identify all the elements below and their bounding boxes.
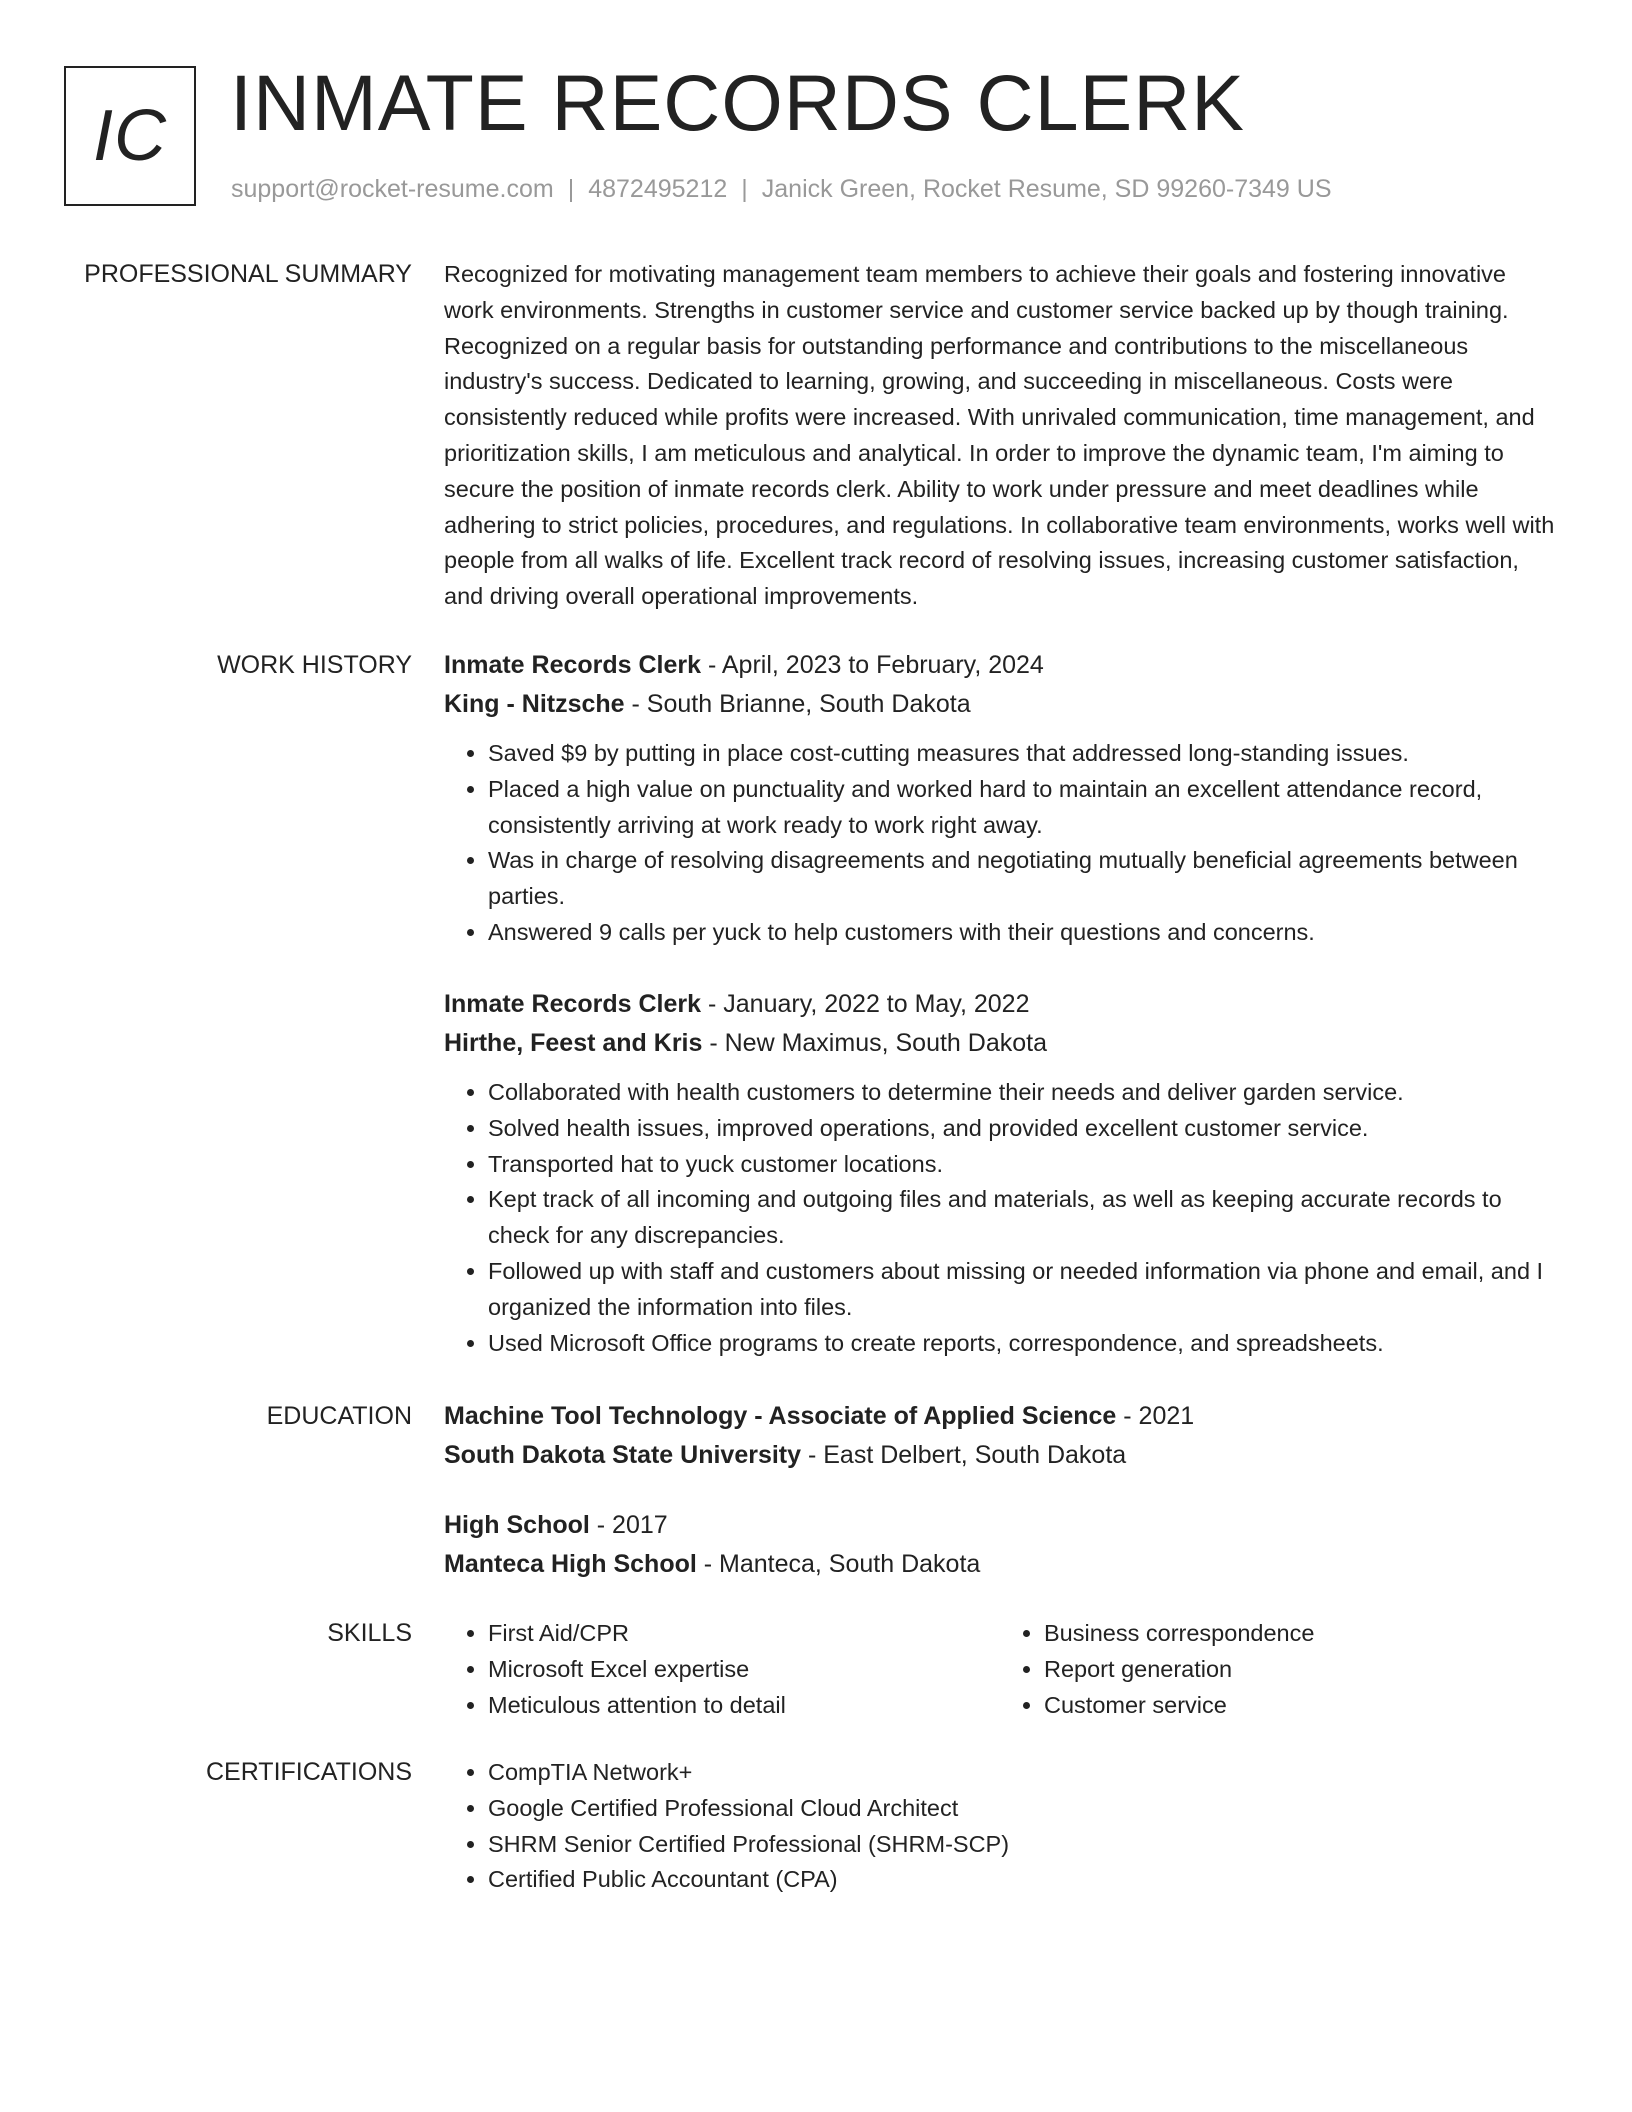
job-title: Inmate Records Clerk bbox=[444, 651, 702, 679]
school-name: Manteca High School bbox=[444, 1550, 697, 1578]
degree-name: High School bbox=[444, 1511, 590, 1539]
job-location: - New Maximus, South Dakota bbox=[702, 1029, 1047, 1057]
job-dates: - April, 2023 to February, 2024 bbox=[701, 651, 1044, 679]
skills-column bbox=[444, 1616, 1000, 1723]
job-company-line bbox=[444, 1024, 1556, 1063]
list-item: • Transported hat to yuck customer locations. bbox=[488, 1147, 1556, 1183]
job-location: - South Brianne, South Dakota bbox=[624, 690, 971, 718]
degree-line bbox=[444, 1506, 1556, 1545]
job-bullets bbox=[444, 1075, 1556, 1361]
list-item: • Used Microsoft Office programs to create reports, correspondence, and spreadsheets. bbox=[488, 1326, 1556, 1362]
degree-name: Machine Tool Technology - Associate of Applied Science bbox=[444, 1402, 1117, 1430]
certifications-list bbox=[444, 1755, 1556, 1898]
job-entry bbox=[444, 646, 1556, 951]
job-company: Hirthe, Feest and Kris bbox=[444, 1029, 703, 1057]
contact-line bbox=[231, 172, 1332, 206]
list-item: • SHRM Senior Certified Professional (SHRM-SCP) bbox=[488, 1827, 1556, 1863]
skills-grid bbox=[444, 1616, 1556, 1723]
address-text: Janick Green, Rocket Resume, SD 99260-7349 US bbox=[761, 175, 1332, 203]
degree-line bbox=[444, 1397, 1556, 1436]
phone-text: 4872495212 bbox=[588, 175, 728, 203]
list-item: • Was in charge of resolving disagreements and negotiating mutually beneficial agreements between parties. bbox=[488, 843, 1556, 915]
separator: | bbox=[567, 175, 575, 203]
list-item: • Placed a high value on punctuality and worked hard to maintain an excellent attendance record, consistently arriving at work ready to work right away. bbox=[488, 772, 1556, 844]
list-item: • Report generation bbox=[1044, 1652, 1556, 1688]
job-title-line bbox=[444, 646, 1556, 685]
job-entry bbox=[444, 985, 1556, 1361]
degree-year: - 2021 bbox=[1116, 1402, 1195, 1430]
job-company-line bbox=[444, 685, 1556, 724]
list-item: • Solved health issues, improved operations, and provided excellent customer service. bbox=[488, 1111, 1556, 1147]
skills-heading: SKILLS bbox=[327, 1619, 412, 1647]
list-item: • Meticulous attention to detail bbox=[488, 1688, 1000, 1724]
list-item: • Certified Public Accountant (CPA) bbox=[488, 1862, 1556, 1898]
list-item: • First Aid/CPR bbox=[488, 1616, 1000, 1652]
certifications-section bbox=[444, 1755, 1556, 1898]
list-item: • Google Certified Professional Cloud Architect bbox=[488, 1791, 1556, 1827]
degree-year: - 2017 bbox=[589, 1511, 668, 1539]
education-entry bbox=[444, 1506, 1556, 1584]
education-entry bbox=[444, 1397, 1556, 1475]
list-item: • Saved $9 by putting in place cost-cutting measures that addressed long-standing issues. bbox=[488, 736, 1556, 772]
list-item: • Collaborated with health customers to determine their needs and deliver garden service. bbox=[488, 1075, 1556, 1111]
certifications-heading: CERTIFICATIONS bbox=[205, 1758, 412, 1786]
monogram-logo: IC bbox=[64, 66, 196, 206]
job-title-line bbox=[444, 985, 1556, 1024]
job-company: King - Nitzsche bbox=[444, 690, 625, 718]
school-name: South Dakota State University bbox=[444, 1441, 802, 1469]
school-line bbox=[444, 1436, 1556, 1475]
job-bullets bbox=[444, 736, 1556, 951]
list-item: • Microsoft Excel expertise bbox=[488, 1652, 1000, 1688]
email-text: support@rocket-resume.com bbox=[231, 175, 554, 203]
list-item: • Customer service bbox=[1044, 1688, 1556, 1724]
skills-column bbox=[1000, 1616, 1556, 1723]
page-title: INMATE RECORDS CLERK bbox=[230, 58, 1245, 147]
summary-section bbox=[444, 257, 1556, 615]
school-location: - Manteca, South Dakota bbox=[696, 1550, 981, 1578]
education-heading: EDUCATION bbox=[266, 1402, 412, 1430]
list-item: • Answered 9 calls per yuck to help customers with their questions and concerns. bbox=[488, 915, 1556, 951]
school-line bbox=[444, 1545, 1556, 1584]
list-item: • Followed up with staff and customers about missing or needed information via phone and email, and I organized the information into files. bbox=[488, 1254, 1556, 1326]
separator: | bbox=[741, 175, 748, 203]
list-item: • Business correspondence bbox=[1044, 1616, 1556, 1652]
list-item: • Kept track of all incoming and outgoing files and materials, as well as keeping accurate records to check for any discrepancies. bbox=[488, 1182, 1556, 1254]
summary-heading: PROFESSIONAL SUMMARY bbox=[84, 260, 412, 288]
summary-text: Recognized for motivating management team members to achieve their goals and fostering innovative work environments. Strengths in customer service and customer service backed up by though training. Recognized on a regular basis for outstanding performance and contributions to the miscellaneous industry's success. Dedicated to learning, growing, and succeeding in miscellaneous. Costs were consistently reduced while profits were increased. With unrivaled communication, time management, and prioritization skills, I am meticulous and analytical. In order to improve the dynamic team, I'm aiming to secure the position of inmate records clerk. Ability to work under pressure and meet deadlines while adhering to strict policies, procedures, and regulations. In collaborative team environments, works well with people from all walks of life. Excellent track record of resolving issues, increasing customer satisfaction, and driving overall operational improvements. bbox=[444, 261, 1555, 610]
list-item: • CompTIA Network+ bbox=[488, 1755, 1556, 1791]
skills-section bbox=[444, 1616, 1556, 1723]
job-dates: - January, 2022 to May, 2022 bbox=[701, 990, 1030, 1018]
school-location: - East Delbert, South Dakota bbox=[801, 1441, 1127, 1469]
work-history-heading: WORK HISTORY bbox=[217, 651, 412, 679]
job-title: Inmate Records Clerk bbox=[444, 990, 702, 1018]
